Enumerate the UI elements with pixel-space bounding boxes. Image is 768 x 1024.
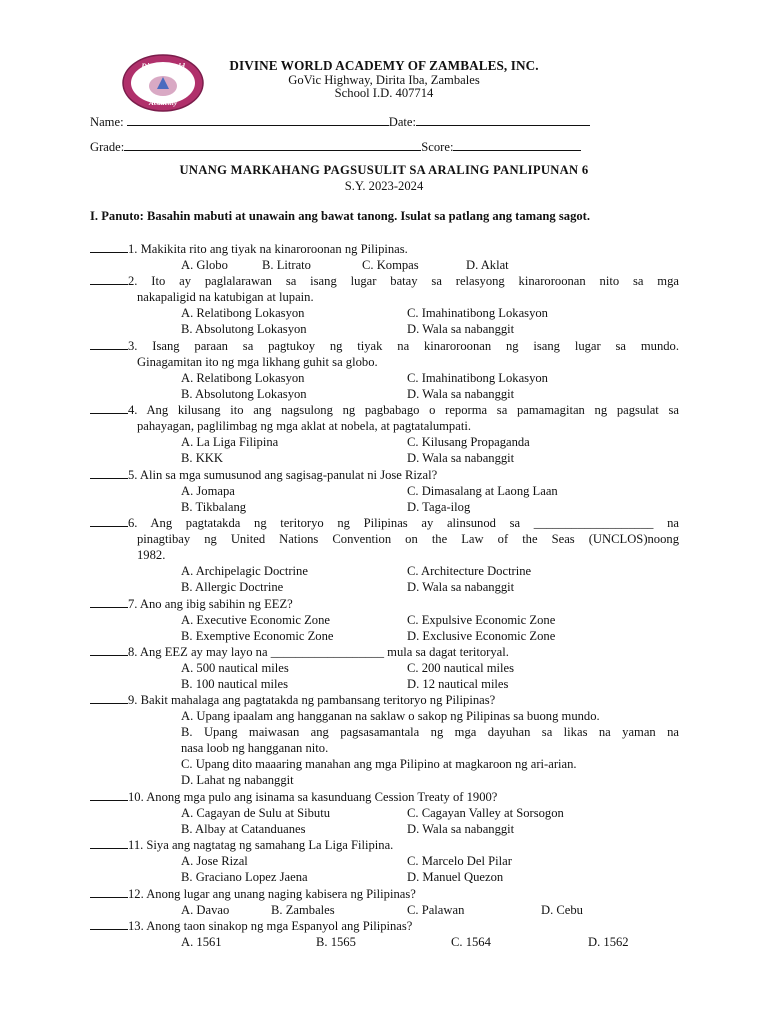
option: D. Wala sa nabanggit xyxy=(407,822,515,836)
option: C. Kompas xyxy=(362,258,419,272)
option: B. 1565 xyxy=(316,935,356,949)
score-label: Score: xyxy=(421,140,454,154)
option: B. Absolutong Lokasyon xyxy=(181,387,307,401)
option: D. Aklat xyxy=(466,258,509,272)
option: C. Dimasalang at Laong Laan xyxy=(407,484,558,498)
option: C. Imahinatibong Lokasyon xyxy=(407,371,548,385)
exam-title: UNANG MARKAHANG PAGSUSULIT SA ARALING PANLIPUNAN 6 xyxy=(179,163,589,177)
option-cont: nasa loob ng hangganan nito. xyxy=(181,741,329,755)
option: C. Upang dito maaaring manahan ang mga Pilipino at magkaroon ng ari-arian. xyxy=(181,757,577,771)
option: D. 12 nautical miles xyxy=(407,677,509,691)
question-2 xyxy=(90,273,128,289)
answer-blank-13[interactable] xyxy=(90,918,128,930)
question-9 xyxy=(90,692,495,708)
option: A. Upang ipaalam ang hangganan na saklaw o sakop ng Pilipinas sa buong mundo. xyxy=(181,709,600,723)
svg-text:Academy: Academy xyxy=(148,98,178,107)
option: A. 1561 xyxy=(181,935,222,949)
question-4 xyxy=(90,402,128,418)
question-text: 9. Bakit mahalaga ang pagtatakda ng pambansang teritoryo ng Pilipinas? xyxy=(128,693,496,707)
answer-blank-7[interactable] xyxy=(90,596,128,608)
question-12 xyxy=(90,886,416,902)
question-text: 12. Anong lugar ang unang naging kabisera ng Pilipinas? xyxy=(128,887,416,901)
school-id: School I.D. 407714 xyxy=(334,86,434,100)
option: B. Tikbalang xyxy=(181,500,247,514)
name-date-row xyxy=(90,113,590,130)
option: B. Albay at Catanduanes xyxy=(181,822,306,836)
name-field[interactable] xyxy=(127,113,389,126)
answer-blank-3[interactable] xyxy=(90,338,128,350)
answer-blank-9[interactable] xyxy=(90,692,128,704)
question-text-cont: Ginagamitan ito ng mga likhang guhit sa globo. xyxy=(137,355,378,369)
date-field[interactable] xyxy=(416,113,590,126)
grade-field[interactable] xyxy=(124,138,421,151)
option: D. Wala sa nabanggit xyxy=(407,387,515,401)
question-text: 3. Isang paraan sa pagtukoy ng tiyak na kinaroroonan ng isang lugar sa mundo. xyxy=(128,339,679,353)
school-address: GoVic Highway, Dirita Iba, Zambales xyxy=(288,73,480,87)
grade-label: Grade: xyxy=(90,140,125,154)
question-8 xyxy=(90,644,509,660)
answer-blank-1[interactable] xyxy=(90,241,128,253)
option: A. Jomapa xyxy=(181,484,235,498)
question-6 xyxy=(90,515,128,531)
option: C. Architecture Doctrine xyxy=(407,564,532,578)
option: A. Relatibong Lokasyon xyxy=(181,306,305,320)
option: D. Wala sa nabanggit xyxy=(407,580,515,594)
answer-blank-12[interactable] xyxy=(90,886,128,898)
option: D. Wala sa nabanggit xyxy=(407,451,515,465)
option: B. Allergic Doctrine xyxy=(181,580,284,594)
question-5 xyxy=(90,467,437,483)
question-text-cont: nakapaligid na katubigan at lupain. xyxy=(137,290,314,304)
option: A. Relatibong Lokasyon xyxy=(181,371,305,385)
question-text: 11. Siya ang nagtatag ng samahang La Liga Filipina. xyxy=(128,838,394,852)
instructions: I. Panuto: Basahin mabuti at unawain ang bawat tanong. Isulat sa patlang ang tamang sagot. xyxy=(90,209,591,223)
question-text: 7. Ano ang ibig sabihin ng EEZ? xyxy=(128,597,293,611)
answer-blank-6[interactable] xyxy=(90,515,128,527)
option: C. 1564 xyxy=(451,935,491,949)
question-text-cont: pinagtibay ng United Nations Convention on the Law of the Seas (UNCLOS)noong xyxy=(137,532,679,546)
question-7 xyxy=(90,596,293,612)
question-3 xyxy=(90,338,128,354)
question-text: 13. Anong taon sinakop ng mga Espanyol ang Pilipinas? xyxy=(128,919,413,933)
option: A. Executive Economic Zone xyxy=(181,613,330,627)
question-text: 5. Alin sa mga sumusunod ang sagisag-panulat ni Jose Rizal? xyxy=(128,468,438,482)
option: B. Upang maiwasan ang pagsasamantala ng mga dayuhan sa likas na yaman na xyxy=(181,725,679,739)
option: B. KKK xyxy=(181,451,223,465)
question-text-cont: 1982. xyxy=(137,548,166,562)
option: D. Cebu xyxy=(541,903,583,917)
option: B. Graciano Lopez Jaena xyxy=(181,870,308,884)
school-year: S.Y. 2023-2024 xyxy=(344,179,424,193)
option: A. Globo xyxy=(181,258,228,272)
question-text: 10. Anong mga pulo ang isinama sa kasunduang Cession Treaty of 1900? xyxy=(128,790,498,804)
question-1 xyxy=(90,241,408,257)
question-10 xyxy=(90,789,497,805)
score-field[interactable] xyxy=(453,138,581,151)
option: D. Manuel Quezon xyxy=(407,870,504,884)
option: C. Marcelo Del Pilar xyxy=(407,854,512,868)
question-text: 2. Ito ay paglalarawan sa isang lugar batay sa relasyong kinaroroonan nito sa mga xyxy=(128,274,679,288)
question-text: 4. Ang kilusang ito ang nagsulong ng pagbabago o reporma sa pamamagitan ng pagsulat sa xyxy=(128,403,679,417)
option: D. Lahat ng nabanggit xyxy=(181,773,294,787)
option: B. Absolutong Lokasyon xyxy=(181,322,307,336)
grade-score-row xyxy=(90,138,581,155)
option: D. 1562 xyxy=(588,935,629,949)
answer-blank-8[interactable] xyxy=(90,644,128,656)
option: D. Taga-ilog xyxy=(407,500,471,514)
option: A. Archipelagic Doctrine xyxy=(181,564,308,578)
option: C. Palawan xyxy=(407,903,465,917)
answer-blank-2[interactable] xyxy=(90,273,128,285)
option: C. Kilusang Propaganda xyxy=(407,435,530,449)
option: B. 100 nautical miles xyxy=(181,677,289,691)
answer-blank-4[interactable] xyxy=(90,402,128,414)
option: A. La Liga Filipina xyxy=(181,435,279,449)
name-label: Name: xyxy=(90,115,124,129)
question-text-cont: pahayagan, paglilimbag ng mga aklat at nobela, at pagtatalumpati. xyxy=(137,419,471,433)
option: B. Zambales xyxy=(271,903,335,917)
option: D. Wala sa nabanggit xyxy=(407,322,515,336)
answer-blank-5[interactable] xyxy=(90,467,128,479)
option: A. 500 nautical miles xyxy=(181,661,289,675)
answer-blank-10[interactable] xyxy=(90,789,128,801)
option: B. Litrato xyxy=(262,258,311,272)
option: A. Davao xyxy=(181,903,230,917)
question-13 xyxy=(90,918,412,934)
question-11 xyxy=(90,837,393,853)
svg-text:Divine World: Divine World xyxy=(141,62,185,71)
option: C. Expulsive Economic Zone xyxy=(407,613,556,627)
date-label: Date: xyxy=(388,115,417,129)
question-text: 1. Makikita rito ang tiyak na kinaroroonan ng Pilipinas. xyxy=(128,242,408,256)
school-name: DIVINE WORLD ACADEMY OF ZAMBALES, INC. xyxy=(229,58,539,73)
option: B. Exemptive Economic Zone xyxy=(181,629,334,643)
option: C. 200 nautical miles xyxy=(407,661,515,675)
option: C. Cagayan Valley at Sorsogon xyxy=(407,806,564,820)
answer-blank-11[interactable] xyxy=(90,837,128,849)
question-text: 6. Ang pagtatakda ng teritoryo ng Pilipinas ay alinsunod sa ___________________ na xyxy=(128,516,679,530)
question-text: 8. Ang EEZ ay may layo na __________________ mula sa dagat teritoryal. xyxy=(128,645,509,659)
option: D. Exclusive Economic Zone xyxy=(407,629,556,643)
option: A. Jose Rizal xyxy=(181,854,248,868)
option: A. Cagayan de Sulu at Sibutu xyxy=(181,806,331,820)
option: C. Imahinatibong Lokasyon xyxy=(407,306,548,320)
